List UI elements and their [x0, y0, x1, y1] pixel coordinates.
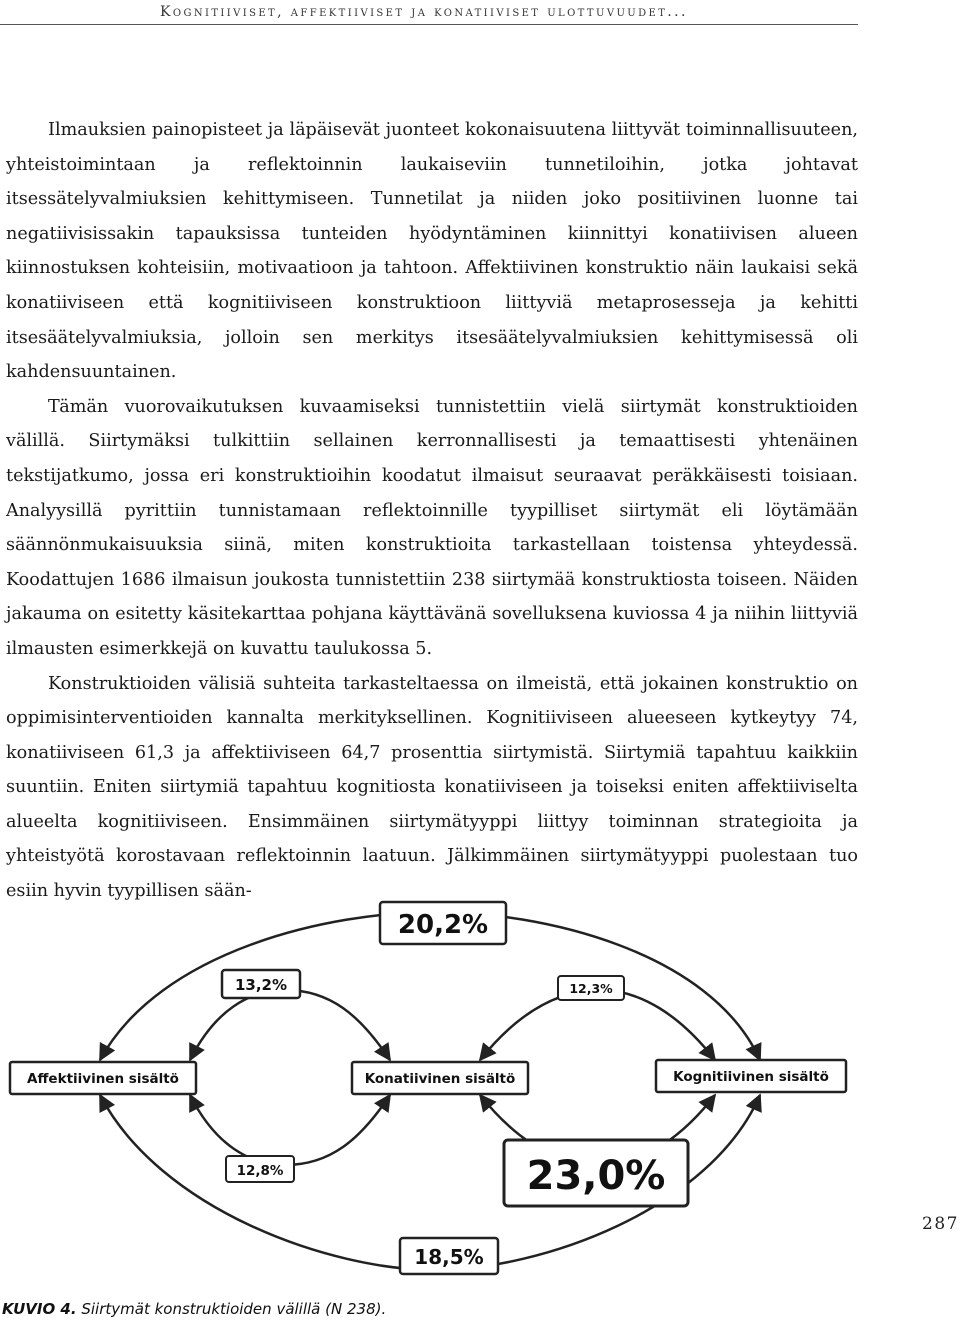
paragraph-1: Ilmauksien painopisteet ja läpäisevät juonteet kokonaisuutena liittyvät toiminnallisuuteen, yhteistoimintaan ja reflektoinnin laukaiseviin tunnetiloihin, jotka johtavat itsessätelyvalmiuksien kehittymiseen. Tunnetilat ja niiden joko positiivinen luonne tai negatiivisissakin tapauksissa tunteiden hyödyntäminen kiinnittyi konatiivisen alueen kiinnostuksen kohteisiin, motivaatioon ja tahtoon. Affektiivinen konstruktio näin laukaisi sekä konatiiviseen että kognitiiviseen konstruktioon liittyviä metaprosesseja ja kehitti itsesäätelyvalmiuksia, jolloin sen merkitys itsesäätelyvalmiuksien kehittymisessä oli kahdensuuntainen. — [6, 120, 858, 383]
paragraph-2: Tämän vuorovaikutuksen kuvaamiseksi tunnistettiin vielä siirtymät konstruktioiden välillä. Siirtymäksi tulkittiin sellainen kerronnallisesti ja temaattisesti yhtenäinen tekstijatkumo, jossa eri konstruktioihin koodatut ilmaisut seuraavat peräkkäisesti toisiaan. Analyysillä pyrittiin tunnistamaan reflektoinnille tyypilliset siirtymät eli löytämään säännönmukaisuuksia siinä, miten konstruktioita tarkastellaan toistensa yhteydessä. Koodattujen 1686 ilmaisun joukosta tunnistettiin 238 siirtymää konstruktiosta toiseen. Näiden jakauma on esitetty käsitekarttaa pohjana käyttävänä sovelluksena kuviossa 4 ja niihin liittyviä ilmausten esimerkkejä on kuvattu taulukossa 5. — [6, 396, 858, 659]
pct-outer-top — [380, 902, 506, 944]
pct-right-bottom — [504, 1140, 688, 1206]
pct-left-bottom — [226, 1156, 294, 1182]
paragraph-3: Konstruktioiden välisiä suhteita tarkasteltaessa on ilmeistä, että jokainen konstruktio on oppimisinterventioiden kannalta merkityksellinen. Kognitiiviseen alueeseen kytkeytyy 74, konatiiviseen 61,3 ja affektiiviseen 64,7 prosenttia siirtymistä. Siirtymiä tapahtuu kaikkiin suuntiin. Eniten siirtymiä tapahtuu kognitiosta konatiiviseen ja toiseksi eniten affektiiviselta alueelta kognitiiviseen. Ensimmäinen siirtymätyyppi liittyy toiminnan strategioita ja yhteistyötä korostavaan reflektoinnin laatuun. Jälkimmäinen siirtymätyyppi puolestaan tuo esiin hyvin tyypillisen sään- — [6, 673, 858, 902]
pct-left-bottom-label: 12,8% — [236, 1163, 284, 1179]
node-cognitive — [656, 1060, 846, 1092]
transition-diagram — [0, 890, 870, 1286]
pct-outer-bottom-label: 18,5% — [414, 1245, 484, 1269]
figure-caption — [2, 1300, 386, 1318]
pct-right-bottom-label: 23,0% — [526, 1153, 666, 1199]
pct-left-top — [222, 970, 300, 998]
pct-left-top-label: 13,2% — [234, 976, 288, 994]
running-header: Kognitiiviset, affektiiviset ja konatiiviset ulottuvuudet... — [160, 4, 688, 20]
body-text — [6, 113, 858, 909]
pct-outer-top-label: 20,2% — [397, 910, 489, 940]
pct-outer-bottom — [400, 1238, 498, 1274]
page-number: 287 — [922, 1214, 959, 1234]
node-affective — [10, 1062, 196, 1094]
node-cognitive-label: Kognitiivinen sisältö — [673, 1069, 829, 1085]
node-conative — [352, 1062, 528, 1094]
arrow-left-bottom — [190, 1095, 390, 1165]
arrow-left-top — [190, 990, 390, 1060]
pct-right-top-label: 12,3% — [569, 981, 613, 996]
caption-label: KUVIO 4. — [2, 1300, 77, 1318]
pct-right-top — [558, 976, 624, 1000]
header-rule — [0, 24, 858, 25]
caption-text: Siirtymät konstruktioiden välillä (N 238). — [81, 1300, 387, 1318]
node-affective-label: Affektiivinen sisältö — [27, 1071, 179, 1087]
node-conative-label: Konatiivinen sisältö — [364, 1071, 516, 1087]
